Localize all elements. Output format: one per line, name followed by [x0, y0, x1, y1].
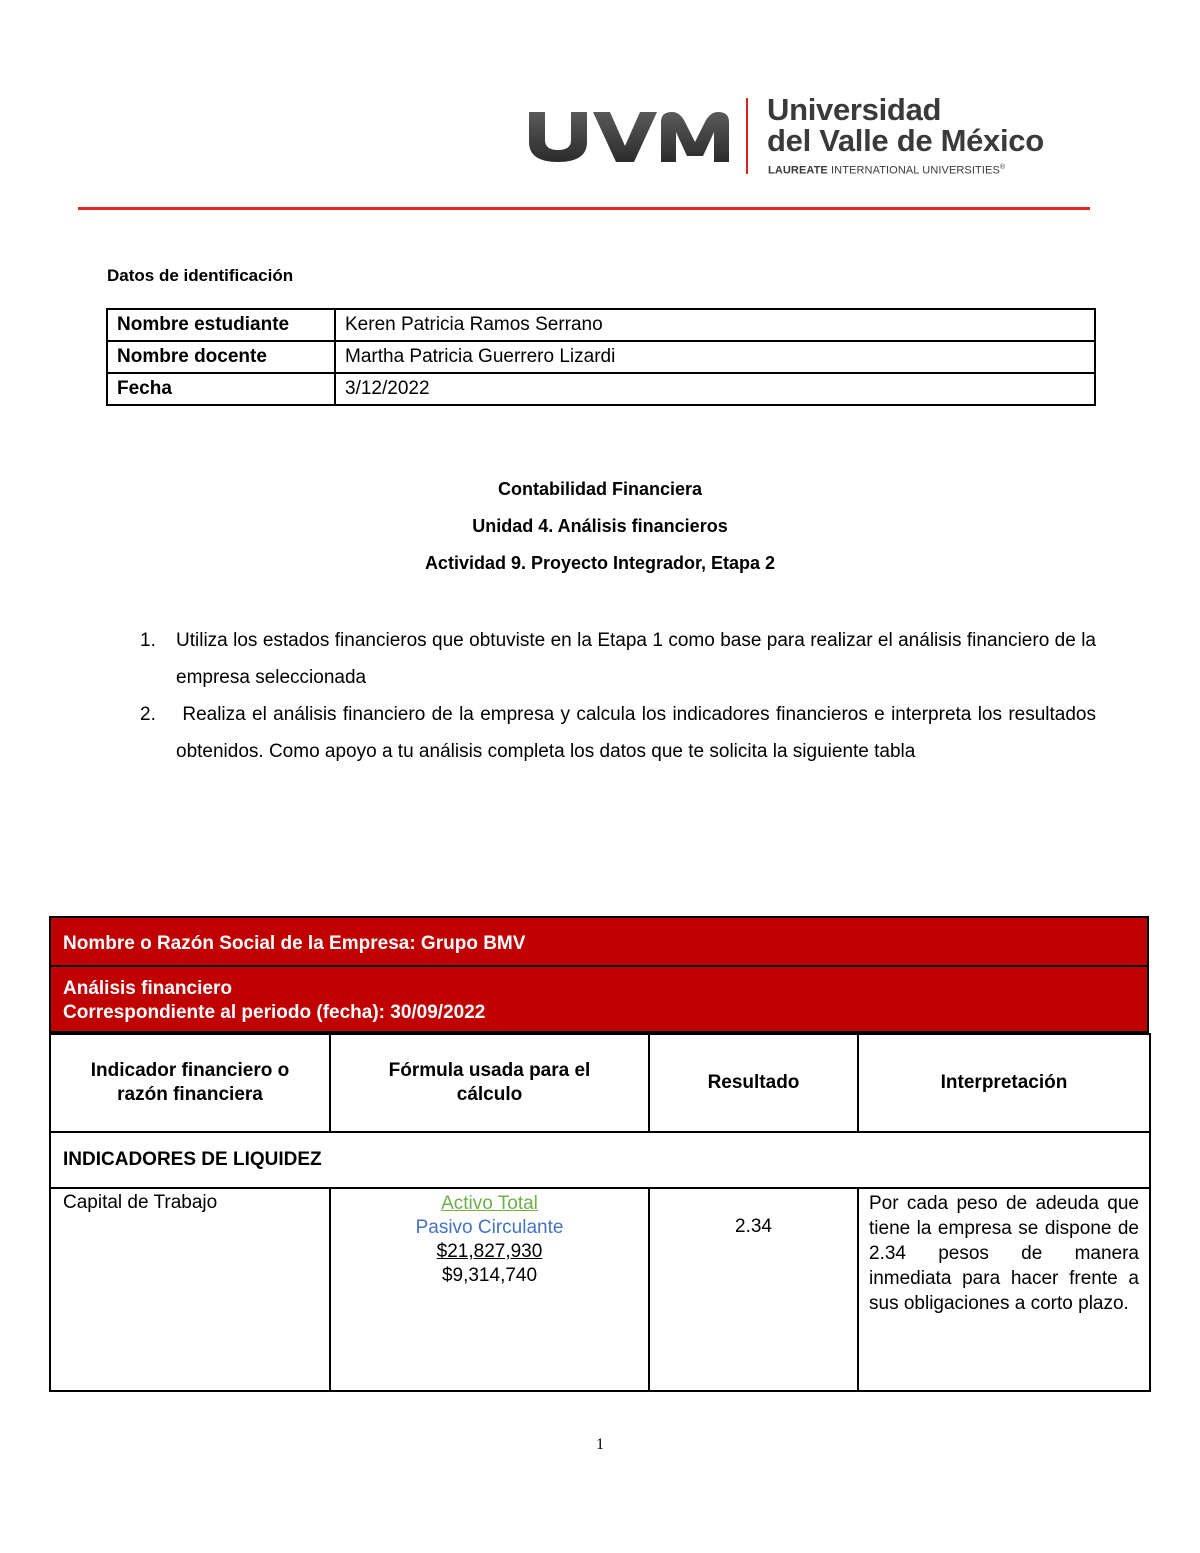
interpretation-text: Por cada peso de adeuda que tiene la empresa se dispone de 2.34 pesos de manera inmediata para hacer frente a sus obligaciones a corto plazo. [858, 1188, 1150, 1391]
instructions-list [140, 622, 1102, 770]
list-item [140, 696, 1102, 770]
university-line1: Universidad [767, 92, 942, 127]
unit-title: Unidad 4. Análisis financieros [472, 516, 728, 536]
column-header-formula: Fórmula usada para el cálculo [330, 1034, 649, 1132]
header-red-rule [78, 207, 1090, 210]
identification-table [106, 308, 1096, 406]
student-label: Nombre estudiante [107, 309, 335, 341]
uvm-logo-mark [525, 100, 730, 166]
table-section-row [50, 1132, 1150, 1188]
logo-divider [746, 98, 748, 174]
teacher-label: Nombre docente [107, 341, 335, 373]
student-value: Keren Patricia Ramos Serrano [335, 309, 1095, 341]
analysis-table [49, 916, 1149, 1392]
table-header-row [50, 1034, 1150, 1132]
table-row [50, 1188, 1150, 1391]
liquidity-section-label: INDICADORES DE LIQUIDEZ [50, 1132, 1150, 1188]
formula-denominator: Pasivo Circulante [415, 1217, 564, 1238]
list-text: Utiliza los estados financieros que obtuviste en la Etapa 1 como base para realizar el análisis financiero de la empresa seleccionada [176, 630, 1096, 688]
page-number: 1 [596, 1436, 604, 1453]
teacher-value: Martha Patricia Guerrero Lizardi [335, 341, 1095, 373]
value-numerator: $21,827,930 [436, 1241, 543, 1262]
laureate-rest: INTERNATIONAL UNIVERSITIES [827, 164, 1000, 177]
analysis-label: Análisis financiero [63, 978, 232, 999]
list-number: 1. [140, 630, 156, 651]
identification-title: Datos de identificación [107, 266, 294, 285]
date-label: Fecha [107, 373, 335, 405]
company-name-row: Nombre o Razón Social de la Empresa: Grupo BMV [49, 916, 1149, 965]
column-header-interpretation: Interpretación [858, 1034, 1150, 1132]
result-value: 2.34 [649, 1188, 858, 1391]
column-header-result: Resultado [649, 1034, 858, 1132]
date-value: 3/12/2022 [335, 373, 1095, 405]
formula-numerator: Activo Total [441, 1193, 538, 1214]
laureate-bold: LAUREATE [768, 164, 828, 177]
value-denominator: $9,314,740 [441, 1265, 538, 1286]
formula-cell [330, 1188, 649, 1391]
document-titles [0, 476, 1200, 587]
laureate-tagline [768, 164, 1005, 177]
table-row [107, 309, 1095, 341]
indicator-name: Capital de Trabajo [50, 1188, 330, 1391]
course-title: Contabilidad Financiera [497, 479, 703, 499]
activity-title: Actividad 9. Proyecto Integrador, Etapa 2 [424, 553, 776, 573]
laureate-mark: ® [999, 164, 1006, 171]
analysis-period-row [49, 965, 1149, 1033]
table-row [107, 341, 1095, 373]
list-text: Realiza el análisis financiero de la empresa y calcula los indicadores financieros e interpreta los resultados obtenidos. Como apoyo a tu análisis completa los datos que te solicita la siguiente tabla [176, 704, 1102, 762]
list-item [140, 622, 1096, 696]
university-name [767, 94, 1044, 156]
indicators-grid [49, 1033, 1151, 1392]
analysis-period: Correspondiente al periodo (fecha): 30/09/2022 [63, 1002, 486, 1023]
table-row [107, 373, 1095, 405]
column-header-indicator: Indicador financiero o razón financiera [50, 1034, 330, 1132]
university-line2: del Valle de México [767, 123, 1044, 158]
list-number: 2. [140, 704, 156, 725]
